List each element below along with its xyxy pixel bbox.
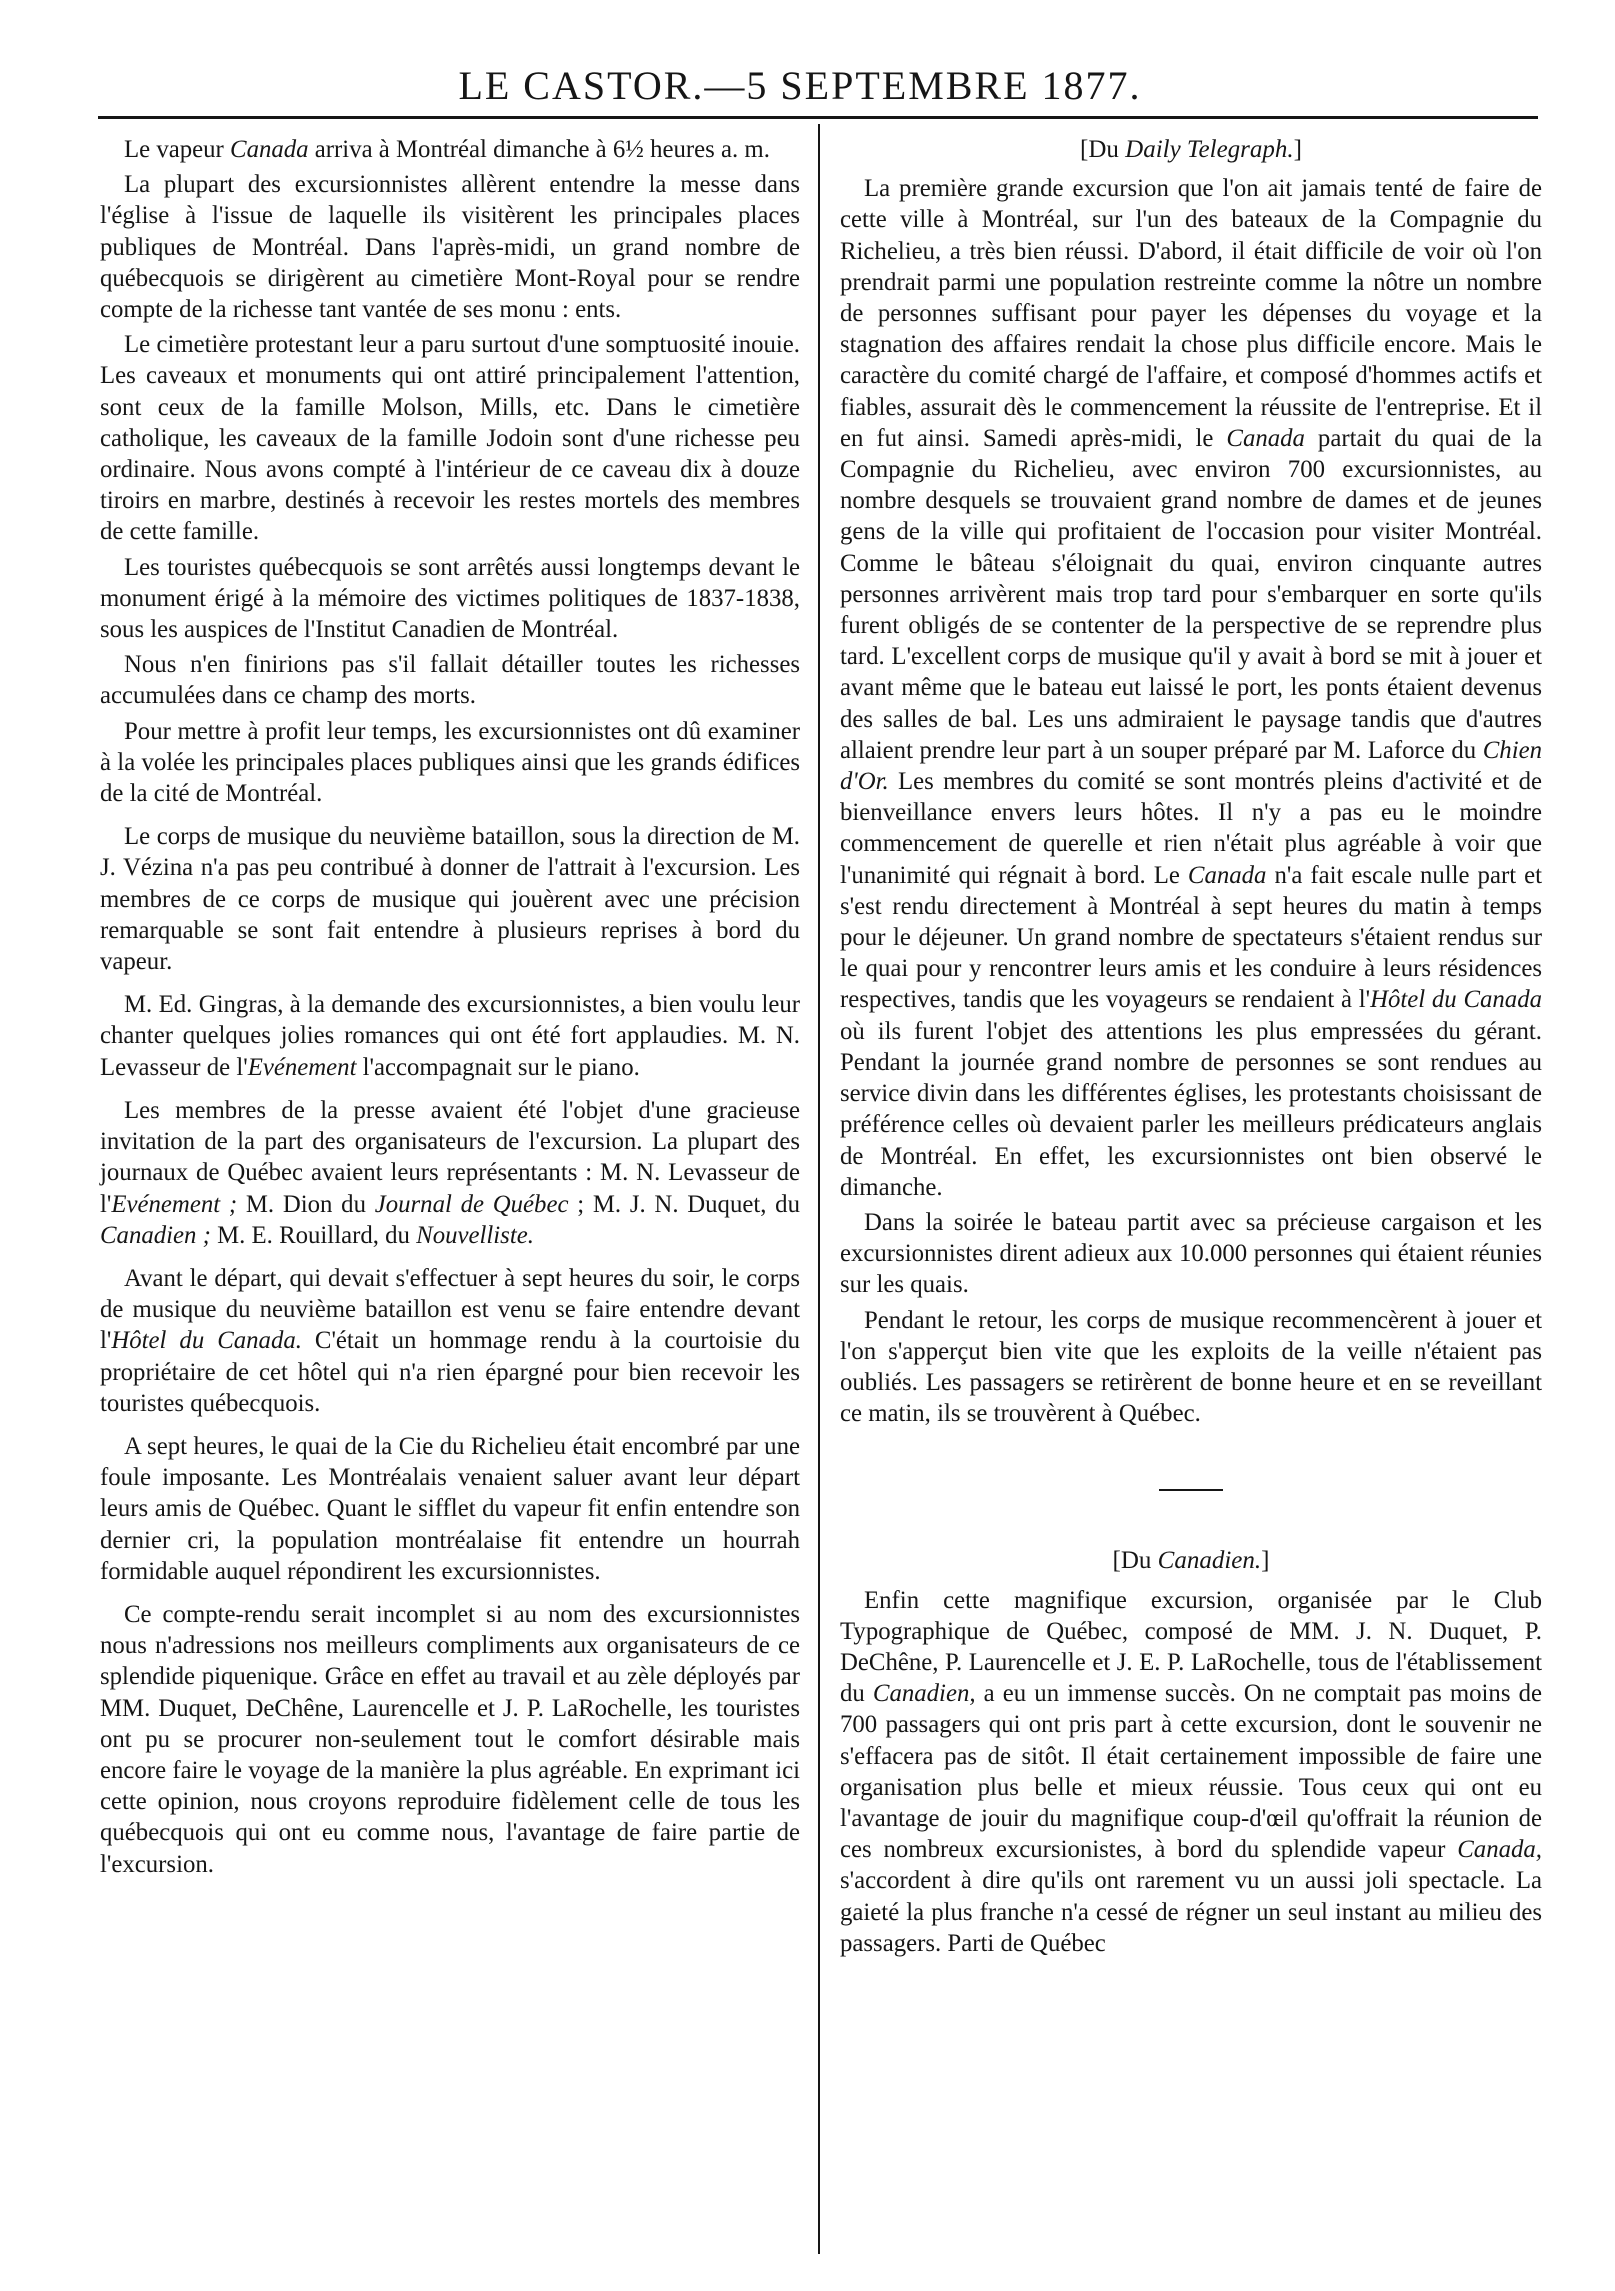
paragraph-text: Dans la soirée le bateau partit avec sa précieuse cargaison et les excursionnistes dirent adieux aux 10.000 personnes qui étaient réunies sur les quais. [840,1208,1542,1299]
article-paragraph [100,1095,800,1251]
daily-telegraph-article [840,173,1542,1429]
paragraph-text: partait du quai de la Compagnie du Richelieu, avec environ 700 excursionnistes, au nombre desquels se trouvaient grand nombre de dames et de jeunes gens de la ville qui profitaient de l'occasion pour visiter Montréal. Comme le bâteau s'éloignait du quai, environ cinquante autres personnes arrivèrent mais trop tard pour s'embarquer en sorte qu'ils furent obligés de se contenter de la perspective de se reprendre plus tard. L'excellent corps de musique qu'il y avait à bord se mit à jouer et avant même que le bateau eut laissé le port, les ponts étaient devenus des salles de bal. Les uns admiraient le paysage tandis que d'autres allaient prendre leur part à un souper préparé par M. Laforce du [840,424,1542,764]
page-title: LE CASTOR.—5 SEPTEMBRE 1877. [458,63,1142,108]
article-paragraph [100,821,800,977]
paragraph-text: Le cimetière protestant leur a paru surtout d'une somptuosité inouie. Les caveaux et monuments qui ont attiré principalement l'attention, sont ceux de la famille Molson, Mills, etc. Dans le cimetière catholique, les caveaux de la famille Jodoin sont d'une richesse peu ordinaire. Nous avons compté à l'intérieur de ce caveau dix à douze tiroirs en marbre, destinés à recevoir les restes mortels des membres de cette famille. [100,331,800,546]
paragraph-text: Le vapeur [124,136,231,163]
source-name: Canadien. [1157,1547,1262,1575]
italic-text: Nouvelliste. [416,1221,534,1249]
paragraph-text: Les touristes québecquois se sont arrêtés aussi longtemps devant le monument érigé à la mémoire des victimes politiques de 1837-1838, sous les auspices de l'Institut Canadien de Montréal. [100,553,800,644]
article-paragraph [100,716,800,810]
source-daily-telegraph [840,134,1542,165]
italic-text: Canada [230,136,309,163]
paragraph-text: Nous n'en finirions pas s'il fallait détailler toutes les richesses accumulées dans ce champ des morts. [100,651,800,710]
paragraph-text: Pour mettre à profit leur temps, les excursionnistes ont dû examiner à la volée les principales places publiques ainsi que les grands édifices de la cité de Montréal. [100,717,800,808]
paragraph-text: Les membres du comité se sont montrés pleins d'activité et de bienveillance envers leurs hôtes. Il n'y a pas eu le moindre commencement de querelle et rien n'était plus agréable à voir que l'unanimité qui régnait à bord. Le [840,768,1542,889]
article-paragraph [100,169,800,325]
article-paragraph [840,1305,1542,1430]
article-paragraph [100,552,800,646]
paragraph-text: M. E. Rouillard, du [210,1221,417,1249]
article-paragraph [100,649,800,711]
italic-text: Canada [1187,861,1267,889]
article-paragraph [100,1431,800,1587]
paragraph-text: Enfin cette magnifique excursion, organisée par le Club Typographique de Québec, composé de MM. J. N. Duquet, P. DeChêne, P. Laurencelle et J. E. P. LaRochelle, tous de l'établissement du [840,1586,1542,1708]
article-paragraph [100,1599,800,1880]
paragraph-text: s'accordent à dire qu'ils ont rarement vu un aussi joli spectacle. La gaieté la plus franche n'a cessé de régner un seul instant au milieu des passagers. Parti de Québec [840,1867,1542,1957]
article-separator [1159,1489,1223,1491]
italic-text: Chien d'Or. [840,736,1542,796]
italic-text: Canada, [1457,1836,1542,1864]
italic-text: Evénement [247,1053,357,1081]
paragraph-text: arriva à Montréal dimanche à 6½ heures a. m. [308,136,770,163]
article-paragraph [840,1207,1542,1301]
paragraph-text: où ils furent l'objet des attentions les plus empressées du gérant. Pendant la journée grand nombre de personnes se sont rendues au service divin dans les différentes églises, les protestants choisissant de préférence celles où devaient parler les meilleurs prédicateurs anglais de Montréal. En effet, les excursionnistes ont bien observé le dimanche. [840,1017,1542,1201]
paragraph-text: Le corps de musique du neuvième bataillon, sous la direction de M. J. Vézina n'a pas peu contribué à donner de l'attrait à l'excursion. Les membres de ce corps de musique qui jouèrent avec une précision remarquable se sont fait entendre à plusieurs reprises à bord du vapeur. [100,823,800,976]
article-paragraph [100,329,800,547]
paragraph-text: n'a fait escale nulle part et s'est rendu directement à Montréal à sept heures du matin à temps pour le déjeuner. Un grand nombre de spectateurs s'étaient rendus sur le quai pour y rencontrer leurs amis et les conduire à leurs résidences respectives, tandis que les voyageurs se rendaient à l' [840,861,1542,1014]
paragraph-text: M. Ed. Gingras, à la demande des excursionnistes, a bien voulu leur chanter quelques jolies romances qui ont été fort applaudies. M. N. Levasseur de l' [100,991,800,1081]
paragraph-text: l'accompagnait sur le piano. [356,1053,640,1081]
paragraph-text: A sept heures, le quai de la Cie du Richelieu était encombré par une foule imposante. Les Montréalais venaient saluer avant leur départ leurs amis de Québec. Quant le sifflet du vapeur fit enfin entendre son dernier cri, la population montréalaise fit entendre un hourrah formidable auquel répondirent les excursionnistes. [100,1432,800,1585]
paragraph-text: a eu un immense succès. On ne comptait pas moins de 700 passagers qui ont pris part à cette excursion, dont le souvenir ne s'effacera pas de sitôt. Il était certainement impossible de faire une organisation plus belle et mieux réussie. Tous ceux qui ont eu l'avantage de jouir du magnifique coup-d'œil qu'offrait la réunion de ces nombreux excursionistes, à bord du splendide vapeur [840,1680,1543,1864]
column-divider [818,124,820,2254]
italic-text: Journal de Québec [374,1190,569,1218]
italic-text: Evénement ; [111,1190,238,1218]
italic-text: Hôtel du Canada [1370,986,1542,1014]
source-name: Daily Telegraph. [1125,136,1294,163]
paragraph-text: La plupart des excursionnistes allèrent entendre la messe dans l'église à l'issue de laquelle ils visitèrent les principales places publiques de Montréal. Dans l'après-midi, un grand nombre de québecquois se dirigèrent au cimetière Mont-Royal pour se rendre compte de la richesse tant vantée de ses monu : ents. [100,171,800,324]
left-column [100,134,800,1884]
article-paragraph [100,1263,800,1419]
source-bracket-close: ] [1293,136,1302,163]
paragraph-text: Pendant le retour, les corps de musique recommencèrent à jouer et l'on s'apperçut bien vite que les exploits de la veille n'étaient pas oubliés. Les passagers se retirèrent de bonne heure et en se reveillant ce matin, ils se trouvèrent à Québec. [840,1306,1542,1428]
italic-text: Canada [1226,424,1305,452]
article-paragraph [840,1585,1542,1959]
source-canadien [840,1545,1542,1576]
italic-text: Canadien ; [100,1221,211,1249]
paragraph-text: M. Dion du [237,1190,375,1218]
header-rule [98,116,1538,119]
source-bracket-open: [Du [1080,136,1126,163]
source-bracket-open: [Du [1112,1547,1158,1575]
article-paragraph [100,989,800,1083]
paragraph-text: ; M. J. N. Duquet, du [568,1190,800,1218]
italic-text: Canadien, [872,1680,976,1708]
paragraph-text: Les membres de la presse avaient été l'objet d'une gracieuse invitation de la part des organisateurs de l'excursion. La plupart des journaux de Québec avaient leurs représentants : M. N. Levasseur de l' [100,1096,800,1218]
article-paragraph [840,173,1542,1203]
paragraph-text: Ce compte-rendu serait incomplet si au nom des excursionnistes nous n'adressions nos meilleurs compliments aux organisateurs de ce splendide piquenique. Grâce en effet au travail et au zèle déployés par MM. Duquet, DeChêne, Laurencelle et J. P. LaRochelle, les touristes ont pu se procurer non-seulement tout le comfort désirable mais encore faire le voyage de la manière la plus agréable. En exprimant ici cette opinion, nous croyons reproduire fidèlement celle de tous les québecquois qui ont eu comme nous, l'avantage de faire partie de l'excursion. [100,1600,800,1878]
paragraph-text: Avant le départ, qui devait s'effectuer à sept heures du soir, le corps de musique du neuvième bataillon est venu se faire entendre devant l' [100,1264,800,1355]
right-column [840,134,1542,1963]
italic-text: Hôtel du Canada. [111,1327,302,1355]
article-paragraph [100,134,800,165]
paragraph-text: La première grande excursion que l'on ait jamais tenté de faire de cette ville à Montréal, sur l'un des bateaux de la Compagnie du Richelieu, a très bien réussi. D'abord, il était difficile de voir où l'on prendrait parmi une population restreinte comme la nôtre un nombre de personnes suffisant pour payer les dépenses du voyage et la stagnation des affaires rendait la chose plus difficile encore. Mais le caractère du comité chargé de l'affaire, et composé d'hommes actifs et fiables, assurait dès le commencement la réussite de l'entreprise. Et il en fut ainsi. Samedi après-midi, le [840,175,1542,452]
canadien-article [840,1585,1542,1959]
paragraph-text: C'était un hommage rendu à la courtoisie du propriétaire de cet hôtel qui n'a rien épargné pour bien recevoir les touristes québecquois. [100,1327,800,1417]
source-bracket-close: ] [1261,1547,1270,1575]
